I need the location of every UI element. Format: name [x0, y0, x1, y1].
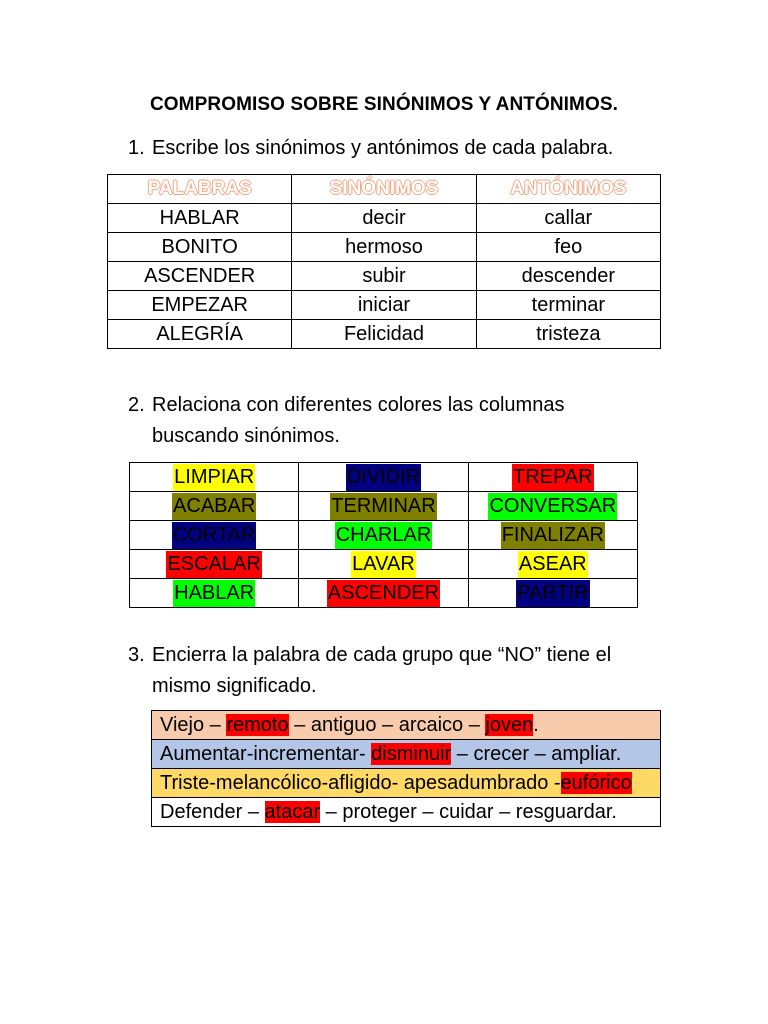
- word-group-text: – proteger – cuidar – resguardar.: [320, 801, 617, 823]
- highlighted-word: CHARLAR: [335, 522, 433, 549]
- table3-cell: [152, 740, 661, 769]
- word-group-text: Viejo –: [160, 714, 227, 736]
- table3-cell: [152, 711, 661, 740]
- table2-cell: [468, 521, 637, 550]
- table1-cell: decir: [292, 204, 476, 233]
- highlighted-word: TREPAR: [512, 464, 594, 491]
- table-row: [108, 233, 661, 262]
- circled-word: remoto: [226, 714, 289, 736]
- table-row: [152, 798, 661, 827]
- table-row: [152, 740, 661, 769]
- highlighted-word: CONVERSAR: [488, 493, 617, 520]
- table2-cell: [299, 492, 468, 521]
- word-group-text: Aumentar-incrementar-: [160, 743, 372, 765]
- table1-header-row: [108, 175, 661, 204]
- question-1-number: 1.: [128, 137, 145, 159]
- table1-cell: EMPEZAR: [108, 291, 292, 320]
- question-2-line-1: Relaciona con diferentes colores las columnas: [152, 394, 565, 416]
- word-group-text: Defender –: [160, 801, 265, 823]
- question-2: [128, 390, 564, 452]
- table1-cell: ALEGRÍA: [108, 320, 292, 349]
- table1-cell: descender: [476, 262, 660, 291]
- question-3: [128, 640, 611, 702]
- table2-cell: [130, 579, 299, 608]
- table2-cell: [299, 463, 468, 492]
- table1-cell: iniciar: [292, 291, 476, 320]
- table2-cell: [299, 550, 468, 579]
- table-row: [130, 521, 638, 550]
- table-row: [130, 463, 638, 492]
- highlighted-word: PARTIR: [516, 580, 590, 607]
- word-group-text: .: [533, 714, 539, 736]
- table1-header-cell: SINÓNIMOS: [292, 175, 476, 204]
- table3-cell: [152, 769, 661, 798]
- question-3-number: 3.: [128, 644, 145, 666]
- question-3-line-1: Encierra la palabra de cada grupo que “NO” tiene el: [152, 644, 612, 666]
- circled-word: disminuir: [371, 743, 452, 765]
- question-1: [128, 133, 613, 164]
- table-row: [108, 291, 661, 320]
- highlighted-word: ESCALAR: [166, 551, 261, 578]
- highlighted-word: HABLAR: [173, 580, 255, 607]
- table-row: [108, 320, 661, 349]
- table2-cell: [468, 463, 637, 492]
- table1-cell: feo: [476, 233, 660, 262]
- table-row: [152, 711, 661, 740]
- circled-word: eufórico: [560, 772, 632, 794]
- highlighted-word: ASCENDER: [327, 580, 440, 607]
- table1-cell: subir: [292, 262, 476, 291]
- table-row: [130, 492, 638, 521]
- table-row: [130, 550, 638, 579]
- table1-cell: callar: [476, 204, 660, 233]
- table3-cell: [152, 798, 661, 827]
- highlighted-word: CORTAR: [172, 522, 257, 549]
- table2-cell: [468, 550, 637, 579]
- word-group-text: – antiguo – arcaico –: [288, 714, 486, 736]
- question-1-text: Escribe los sinónimos y antónimos de cada palabra.: [152, 137, 614, 159]
- circled-word: joven: [485, 714, 534, 736]
- highlighted-word: ACABAR: [172, 493, 256, 520]
- table1-cell: hermoso: [292, 233, 476, 262]
- table1-cell: ASCENDER: [108, 262, 292, 291]
- table2-cell: [468, 492, 637, 521]
- highlighted-word: FINALIZAR: [501, 522, 605, 549]
- table-row: [130, 579, 638, 608]
- highlighted-word: LIMPIAR: [173, 464, 255, 491]
- highlighted-word: TERMINAR: [330, 493, 436, 520]
- table2-cell: [130, 550, 299, 579]
- table1-cell: terminar: [476, 291, 660, 320]
- table1-cell: tristeza: [476, 320, 660, 349]
- synonyms-antonyms-table: [107, 174, 661, 349]
- question-2-number: 2.: [128, 394, 145, 416]
- table2-cell: [130, 492, 299, 521]
- word-group-text: – crecer – ampliar.: [451, 743, 622, 765]
- table-row: [108, 204, 661, 233]
- table2-cell: [299, 579, 468, 608]
- table-row: [152, 769, 661, 798]
- table2-cell: [130, 521, 299, 550]
- table2-cell: [468, 579, 637, 608]
- highlighted-word: ASEAR: [518, 551, 588, 578]
- table2-cell: [130, 463, 299, 492]
- table1-cell: Felicidad: [292, 320, 476, 349]
- table-row: [108, 262, 661, 291]
- question-3-line-2: mismo significado.: [152, 675, 317, 697]
- odd-word-table: [151, 710, 661, 827]
- question-2-line-2: buscando sinónimos.: [152, 425, 340, 447]
- table1-cell: BONITO: [108, 233, 292, 262]
- word-group-text: Triste-melancólico-afligido- apesadumbrado -: [160, 772, 561, 794]
- circled-word: atacar: [264, 801, 321, 823]
- page-title: COMPROMISO SOBRE SINÓNIMOS Y ANTÓNIMOS.: [149, 94, 619, 115]
- highlighted-word: LAVAR: [351, 551, 416, 578]
- table1-header-cell: ANTÓNIMOS: [476, 175, 660, 204]
- color-match-table: [129, 462, 638, 608]
- table1-cell: HABLAR: [108, 204, 292, 233]
- highlighted-word: DIVIDIR: [346, 464, 421, 491]
- table2-cell: [299, 521, 468, 550]
- table1-header-cell: PALABRAS: [108, 175, 292, 204]
